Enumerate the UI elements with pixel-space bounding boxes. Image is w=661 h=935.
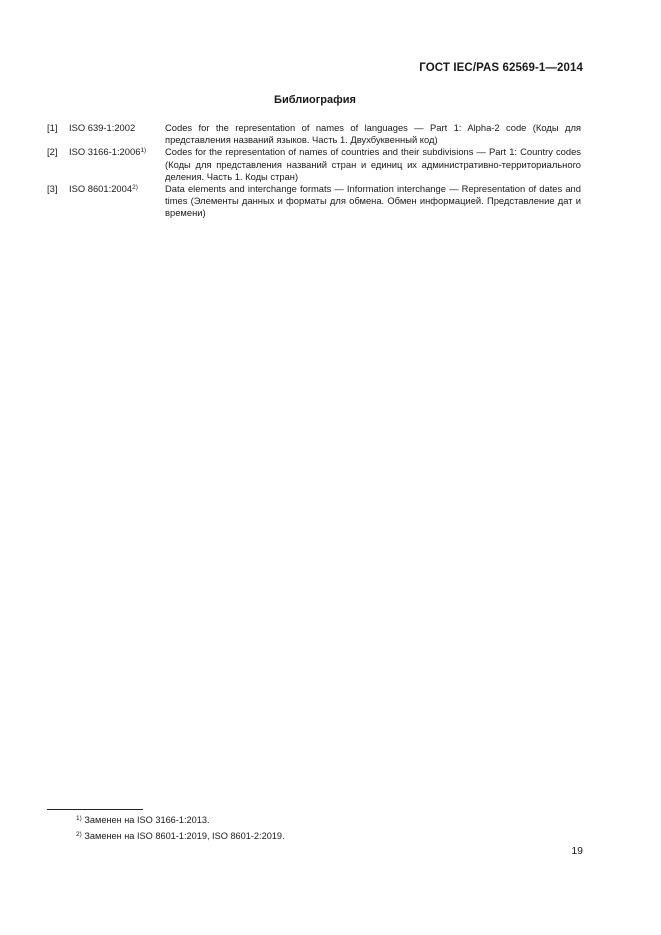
entry-code-text: ISO 3166-1:2006 bbox=[69, 146, 141, 158]
entry-code-text: ISO 639-1:2002 bbox=[69, 122, 136, 133]
entry-footnote-mark: 2) bbox=[132, 184, 138, 192]
entry-code-text: ISO 8601:2004 bbox=[69, 183, 133, 195]
page-number: 19 bbox=[571, 845, 583, 857]
entry-number: [1] bbox=[47, 122, 58, 133]
bibliography-entry bbox=[47, 146, 581, 183]
footnote-divider bbox=[47, 809, 143, 810]
entry-text: Data elements and interchange formats — Information interchange — Representation of dates and times (Элементы данных и форматы для обмена. Обмен информацией. Представление дат и времени) bbox=[165, 183, 581, 219]
footnote-mark: 2) bbox=[76, 831, 82, 838]
entry-code bbox=[69, 183, 165, 220]
entry-code bbox=[69, 122, 165, 146]
footnote-text: Заменен на ISO 3166-1:2013. bbox=[84, 815, 210, 825]
entry-number: [2] bbox=[47, 146, 58, 158]
entry-code bbox=[69, 146, 165, 183]
footnote-item bbox=[76, 812, 285, 828]
footnote-text: Заменен на ISO 8601-1:2019, ISO 8601-2:2019. bbox=[84, 831, 285, 841]
bibliography-entry bbox=[47, 122, 581, 146]
footnotes bbox=[76, 812, 285, 844]
bibliography-list bbox=[47, 122, 581, 220]
entry-footnote-mark: 1) bbox=[140, 147, 147, 155]
entry-text: Codes for the representation of names of languages — Part 1: Alpha-2 code (Коды для представления названий языков. Часть 1. Двухбуквенный код) bbox=[165, 122, 581, 146]
entry-text: Codes for the representation of names of countries and their subdivisions — Part 1: Country codes (Коды для представления названий стран и единиц их административно-территориального деления. Часть 1. Коды стран) bbox=[165, 146, 581, 182]
entry-number: [3] bbox=[47, 183, 58, 195]
footnote-item bbox=[76, 828, 285, 844]
bibliography-title: Библиография bbox=[274, 94, 356, 106]
bibliography-entry bbox=[47, 183, 581, 220]
standard-code-header: ГОСТ IEC/PAS 62569-1—2014 bbox=[419, 62, 583, 74]
footnote-mark: 1) bbox=[76, 815, 82, 822]
